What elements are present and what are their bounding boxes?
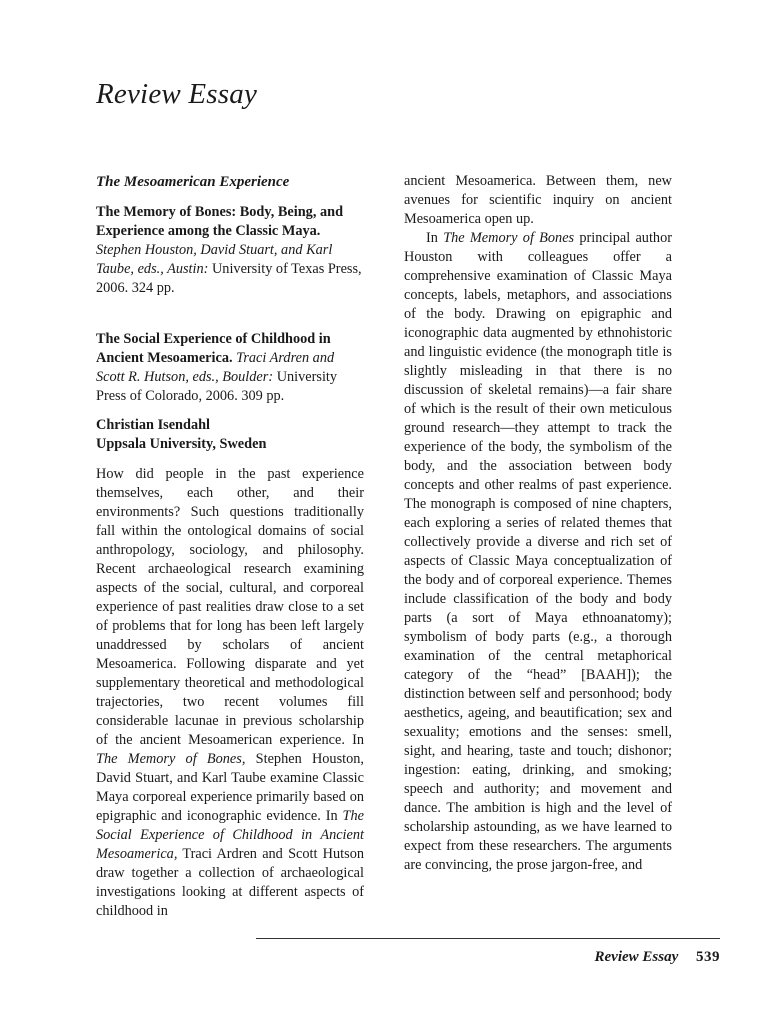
body-paragraph: [96, 465, 364, 921]
author-block: [96, 416, 364, 454]
text-run: principal author Houston with colleagues offer a comprehensive examination of Classic Maya concepts, labels, metaphors, and associations of the body. Drawing on epigraphic and iconographic data augmented by ethnohistoric and linguistic evidence (the monograph title is slightly misleading in that there is no discussion of skeletal remains)—a fair share of which is the result of their own meticulous ground research—they attempt to track the experience of the body, the symbolism of the body, and the association between body concepts and other realms of past experience. The monograph is composed of nine chapters, each exploring a series of related themes that collectively provide a diverse and rich set of aspects of Classic Maya conceptualization of the body and of corporeal experience. Themes include classification of the body and body parts (a sort of Maya ethnoanatomy); symbolism of body parts (e.g., a thorough examination of the central metaphorical category of the “head” [BAAH]); the distinction between self and personhood; body aesthetics, ageing, and beautification; sex and sexuality; emotions and the senses: smell, sight, and hearing, taste and touch; dishonor; ingestion: eating, drinking, and smoking; speech and authority; and movement and dance. The ambition is high and the level of scholarship astounding, as we have learned to expect from these researchers. The arguments are convincing, the prose jargon-free, and: [404, 230, 672, 873]
right-column: [404, 172, 672, 875]
cited-title: The Social Experience of Childhood in Ancient Mesoamerica,: [96, 808, 364, 862]
text-run: Stephen Houston, David Stuart, and Karl Taube examine Classic Maya corporeal experience primarily based on epigraphic and iconographic evidence. In: [96, 751, 364, 824]
book-editors: Stephen Houston, David Stuart, and Karl Taube, eds., Austin:: [96, 242, 333, 277]
body-paragraph: [404, 229, 672, 875]
book-title: The Memory of Bones: Body, Being, and Experience among the Classic Maya.: [96, 204, 344, 239]
text-run: How did people in the past experience themselves, each other, and their environments? Such questions traditionally fall within the ontological domains of social anthropology, sociology, and philosophy. Recent archaeological research examining aspects of the social, cultural, and corporeal experience of past realities draw close to a set of problems that for long has been left largely unaddressed by scholars of ancient Mesoamerica. Following disparate and yet supplementary theoretical and methodological trajectories, two recent volumes fill considerable lacunae in previous scholarship of the ancient Mesoamerican experience. In: [96, 466, 364, 748]
book-reference-2: [96, 330, 364, 406]
author-affiliation: Uppsala University, Sweden: [96, 436, 267, 452]
author-name: Christian Isendahl: [96, 417, 211, 433]
text-run: Traci Ardren and Scott Hutson draw together a collection of archaeological investigations looking at different aspects of childhood in: [96, 846, 364, 919]
section-title: The Mesoamerican Experience: [96, 174, 290, 190]
page-title: Review Essay: [96, 78, 258, 110]
cited-title: The Memory of Bones: [443, 230, 575, 246]
page-footer: [595, 949, 721, 966]
book-publisher: University Press of Colorado, 2006. 309 pp.: [96, 369, 338, 404]
left-column: [96, 172, 364, 921]
cited-title: The Memory of Bones,: [96, 751, 246, 767]
footer-rule: [256, 938, 720, 939]
book-publisher: University of Texas Press, 2006. 324 pp.: [96, 261, 362, 296]
page-number: 539: [696, 949, 720, 965]
body-paragraph: ancient Mesoamerica. Between them, new avenues for scientific inquiry on ancient Mesoamerica open up.: [404, 173, 672, 227]
text-run: In: [426, 230, 438, 246]
book-editors: Traci Ardren and Scott R. Hutson, eds., Boulder:: [96, 350, 335, 385]
book-reference-1: [96, 203, 364, 298]
running-footer-title: Review Essay: [594, 949, 679, 965]
book-title: The Social Experience of Childhood in Ancient Mesoamerica.: [96, 331, 331, 366]
